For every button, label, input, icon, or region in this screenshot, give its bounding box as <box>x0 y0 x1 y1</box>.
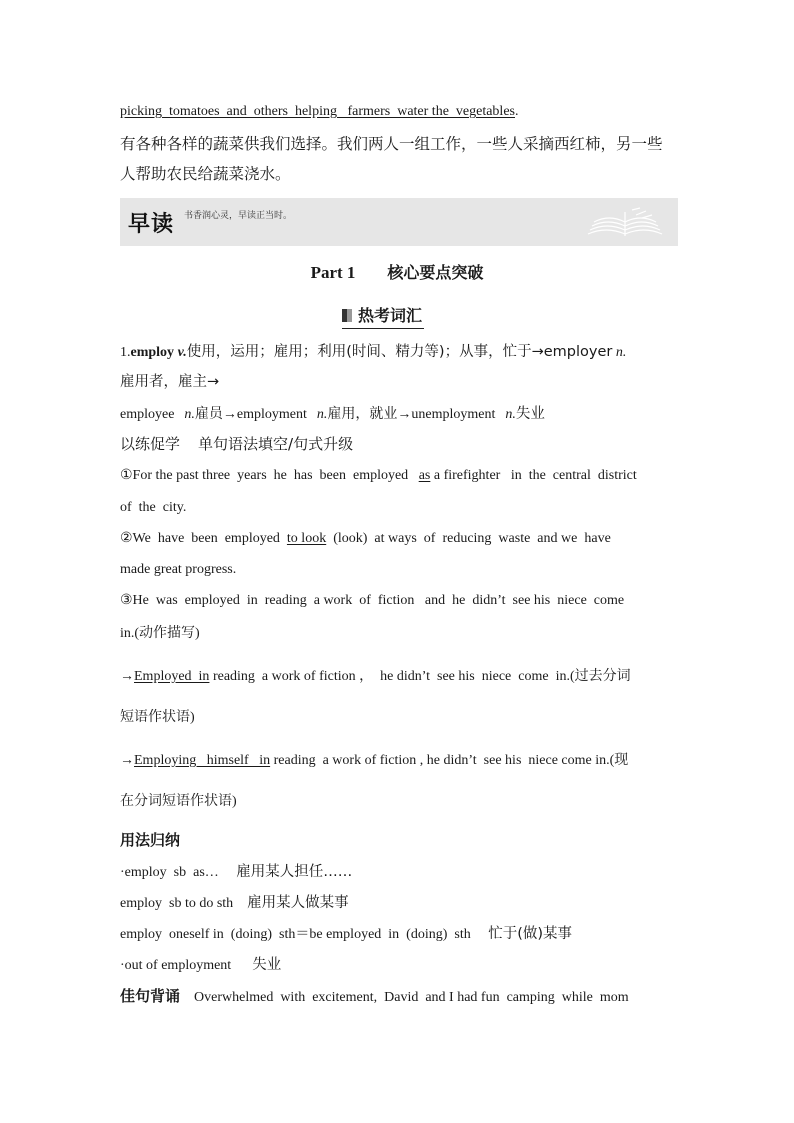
question-1-line-1: ①For the past three years he has been employed as a firefighter in the central district <box>120 468 637 483</box>
intro-english-line: picking tomatoes and others helping farmers water the vegetables. <box>120 104 519 119</box>
question-3-line-1: ③He was employed in reading a work of fiction and he didn’t see his niece come <box>120 593 625 608</box>
entry-line-2: 雇用者，雇主→ <box>120 374 220 390</box>
part-title <box>0 262 794 284</box>
entry-word: employ <box>130 345 175 360</box>
morning-reading-banner <box>120 198 678 246</box>
question-3-line-2: in.(动作描写) <box>120 626 200 641</box>
usage-heading: 用法归纳 <box>120 831 181 849</box>
open-book-icon <box>584 206 666 240</box>
usage-item: employ sb to do sth 雇用某人做某事 <box>120 895 349 911</box>
usage-item: ·employ sb as… 雇用某人担任…… <box>120 864 353 880</box>
intro-chinese-line-2: 人帮助农民给蔬菜浇水。 <box>120 165 291 183</box>
banner-title: 早读 <box>128 212 175 237</box>
question-1-answer: as <box>418 468 431 483</box>
entry-line-1: 1.employ v.使用，运用；雇用；利用(时间、精力等)；从事，忙于→employer n. <box>120 344 627 360</box>
recite-heading: 佳句背诵 <box>120 987 181 1005</box>
part-label: Part 1 <box>310 263 356 282</box>
intro-chinese-line-1: 有各种各样的蔬菜供我们选择。我们两人一组工作，一些人采摘西红柿，另一些 <box>120 135 663 153</box>
recite-line: 佳句背诵 Overwhelmed with excitement, David and I had fun camping while mom <box>120 987 629 1005</box>
question-3-rewrite-1-cont: 短语作状语) <box>120 710 195 725</box>
question-3-answer-1: Employed in <box>134 669 210 684</box>
question-2-answer: to look <box>286 531 327 546</box>
question-2-line-1: ②We have been employed to look (look) at ways of reducing waste and we have <box>120 531 611 546</box>
question-1-line-2: of the city. <box>120 500 187 515</box>
section-title: 热考词汇 <box>342 306 424 329</box>
banner-subtitle: 书香润心灵，早读正当时。 <box>184 211 293 221</box>
question-3-rewrite-2-cont: 在分词短语作状语) <box>120 794 237 809</box>
part-heading: 核心要点突破 <box>387 263 484 282</box>
question-3-rewrite-2: →Employing himself in reading a work of fiction , he didn’t see his niece come in.(现 <box>120 753 629 768</box>
intro-english-underlined: picking tomatoes and others helping farmers water the vegetables <box>120 104 515 119</box>
practice-heading: 以练促学 单句语法填空/句式升级 <box>120 435 354 453</box>
question-3-rewrite-1: →Employed in reading a work of fiction ， he didn’t see his niece come in.(过去分词 <box>120 669 631 684</box>
entry-line-3: employee n.雇员→employment n.雇用，就业→unemployment n.失业 <box>120 406 545 422</box>
usage-item: ·out of employment 失业 <box>120 957 282 973</box>
question-3-answer-2: Employing himself in <box>134 753 271 768</box>
question-2-line-2: made great progress. <box>120 562 237 577</box>
usage-item: employ oneself in (doing) sth＝be employed in (doing) sth 忙于(做)某事 <box>120 926 573 942</box>
section-marker-icon <box>342 309 352 322</box>
